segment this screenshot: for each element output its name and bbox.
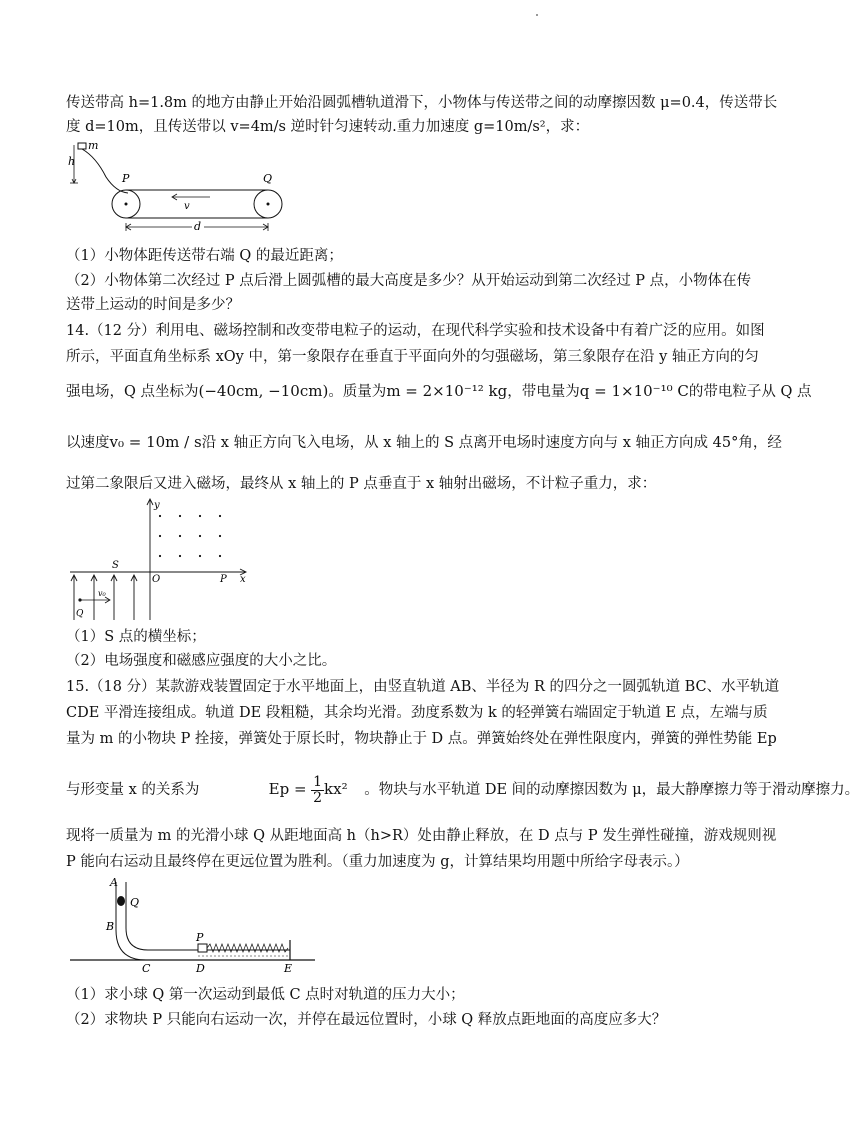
track-inner <box>126 882 290 950</box>
block-p <box>198 944 207 952</box>
label-o: O <box>152 574 161 585</box>
label-h: h <box>68 155 76 168</box>
q14-line-4-post: 沿 x 轴正方向飞入电场，从 x 轴上的 S 点离开电场时速度方向与 x 轴正方向成 45°角，经 <box>201 435 782 451</box>
q14-mass: m = 2×10⁻¹² kg <box>386 382 508 400</box>
label-q: Q <box>76 609 84 619</box>
q15-line-4 <box>66 769 859 809</box>
fraction-denominator: 2 <box>313 789 323 806</box>
arc-track <box>82 149 128 193</box>
q14-coordinate: (−40cm, −10cm) <box>198 382 329 400</box>
ball-q <box>117 896 125 906</box>
q13-conveyor-figure <box>66 137 306 237</box>
q14-line-4-pre: 以速度 <box>66 435 110 451</box>
fraction-numerator: 1 <box>313 773 323 790</box>
q15-line-5: 现将一质量为 m 的光滑小球 Q 从距地面高 h（h>R）处由静止释放，在 D 点与 P 发生弹性碰撞，游戏规则视 <box>66 828 777 844</box>
label-v: v <box>184 201 190 212</box>
label-d: D <box>196 962 205 975</box>
q13-line-2: 度 d=10m，且传送带以 v=4m/s 逆时针匀速转动.重力加速度 g=10m/s²，求： <box>66 119 590 135</box>
q15-sub-2: （2）求物块 P 只能向右运动一次，并停在最远位置时，小球 Q 释放点距地面的高度应多大？ <box>66 1012 667 1028</box>
q15-track-figure <box>70 874 320 978</box>
label-e: E <box>284 962 293 975</box>
label-s: S <box>112 560 119 571</box>
formula-rhs: kx² <box>324 780 348 798</box>
q15-line-6: P 能向右运动且最终停在更远位置为胜利。（重力加速度为 g，计算结果均用题中所给字母表示。） <box>66 854 689 870</box>
label-p: P <box>220 574 227 585</box>
q15-line-1: 15.（18 分）某款游戏装置固定于水平地面上，由竖直轨道 AB、半径为 R 的四分之一圆弧轨道 BC、水平轨道 <box>66 679 780 695</box>
q15-line-3: 量为 m 的小物块 P 拴接，弹簧处于原长时，物块静止于 D 点。弹簧始终处在弹性限度内，弹簧的弹性势能 Ep <box>66 731 777 747</box>
label-q: Q <box>130 896 140 909</box>
q14-sub-1: （1）S 点的横坐标； <box>66 629 206 645</box>
label-v0: v₀ <box>98 589 106 598</box>
q14-line-3-mid2: ，带电量为 <box>507 384 580 400</box>
formula-fraction <box>311 775 324 806</box>
q14-line-3-mid: 。质量为 <box>328 384 387 400</box>
q13-sub-2a: （2）小物体第二次经过 P 点后滑上圆弧槽的最大高度是多少？从开始运动到第二次经过 P 点，小物体在传 <box>66 273 752 289</box>
q14-line-3 <box>66 381 812 402</box>
q14-line-5: 过第二象限后又进入磁场，最终从 x 轴上的 P 点垂直于 x 轴射出磁场，不计粒子重力，求： <box>66 476 657 492</box>
q15-line-4-post: 。物块与水平轨道 DE 间的动摩擦因数为 μ，最大静摩擦力等于滑动摩擦力。 <box>364 782 859 798</box>
label-a: A <box>110 876 118 889</box>
block-m <box>78 143 86 149</box>
q13-sub-1: （1）小物体距传送带右端 Q 的最近距离； <box>66 248 343 264</box>
q15-line-4-pre: 与形变量 x 的关系为 <box>66 782 200 798</box>
label-m: m <box>88 139 99 152</box>
page-speck <box>536 14 538 16</box>
q13-sub-2b: 送带上运动的时间是多少？ <box>66 297 240 313</box>
formula-lhs: Ep = <box>268 780 307 798</box>
q14-field-figure <box>66 496 256 624</box>
track-outer <box>116 882 146 960</box>
label-p: P <box>196 931 204 944</box>
label-b: B <box>106 920 115 933</box>
q14-charge: q = 1×10⁻¹⁰ C <box>579 382 689 400</box>
label-x: x <box>240 574 246 585</box>
q15-sub-1: （1）求小球 Q 第一次运动到最低 C 点时对轨道的压力大小； <box>66 987 465 1003</box>
q13-line-1: 传送带高 h=1.8m 的地方由静止开始沿圆弧槽轨道滑下，小物体与传送带之间的动摩擦因数 μ=0.4，传送带长 <box>66 95 778 111</box>
q14-sub-2: （2）电场强度和磁感应强度的大小之比。 <box>66 653 337 669</box>
label-y: y <box>154 500 160 511</box>
label-d: d <box>194 220 202 233</box>
q14-line-3-pre: 强电场，Q 点坐标为 <box>66 384 199 400</box>
label-p: P <box>122 172 130 185</box>
q14-line-4 <box>66 432 782 453</box>
q14-line-3-post: 的带电粒子从 Q 点 <box>688 384 812 400</box>
q14-line-2: 所示，平面直角坐标系 xOy 中，第一象限存在垂直于平面向外的匀强磁场，第三象限存在沿 y 轴正方向的匀 <box>66 349 759 365</box>
label-c: C <box>142 962 151 975</box>
q14-speed: v₀ = 10m / s <box>109 433 202 451</box>
label-q: Q <box>263 172 273 185</box>
q15-line-2: CDE 平滑连接组成。轨道 DE 段粗糙，其余均光滑。劲度系数为 k 的轻弹簧右端固定于轨道 E 点，左端与质 <box>66 705 768 721</box>
magnetic-field-dots <box>159 515 221 557</box>
spring <box>207 944 288 952</box>
q14-line-1: 14.（12 分）利用电、磁场控制和改变带电粒子的运动，在现代科学实验和技术设备中有着广泛的应用。如图 <box>66 323 765 339</box>
